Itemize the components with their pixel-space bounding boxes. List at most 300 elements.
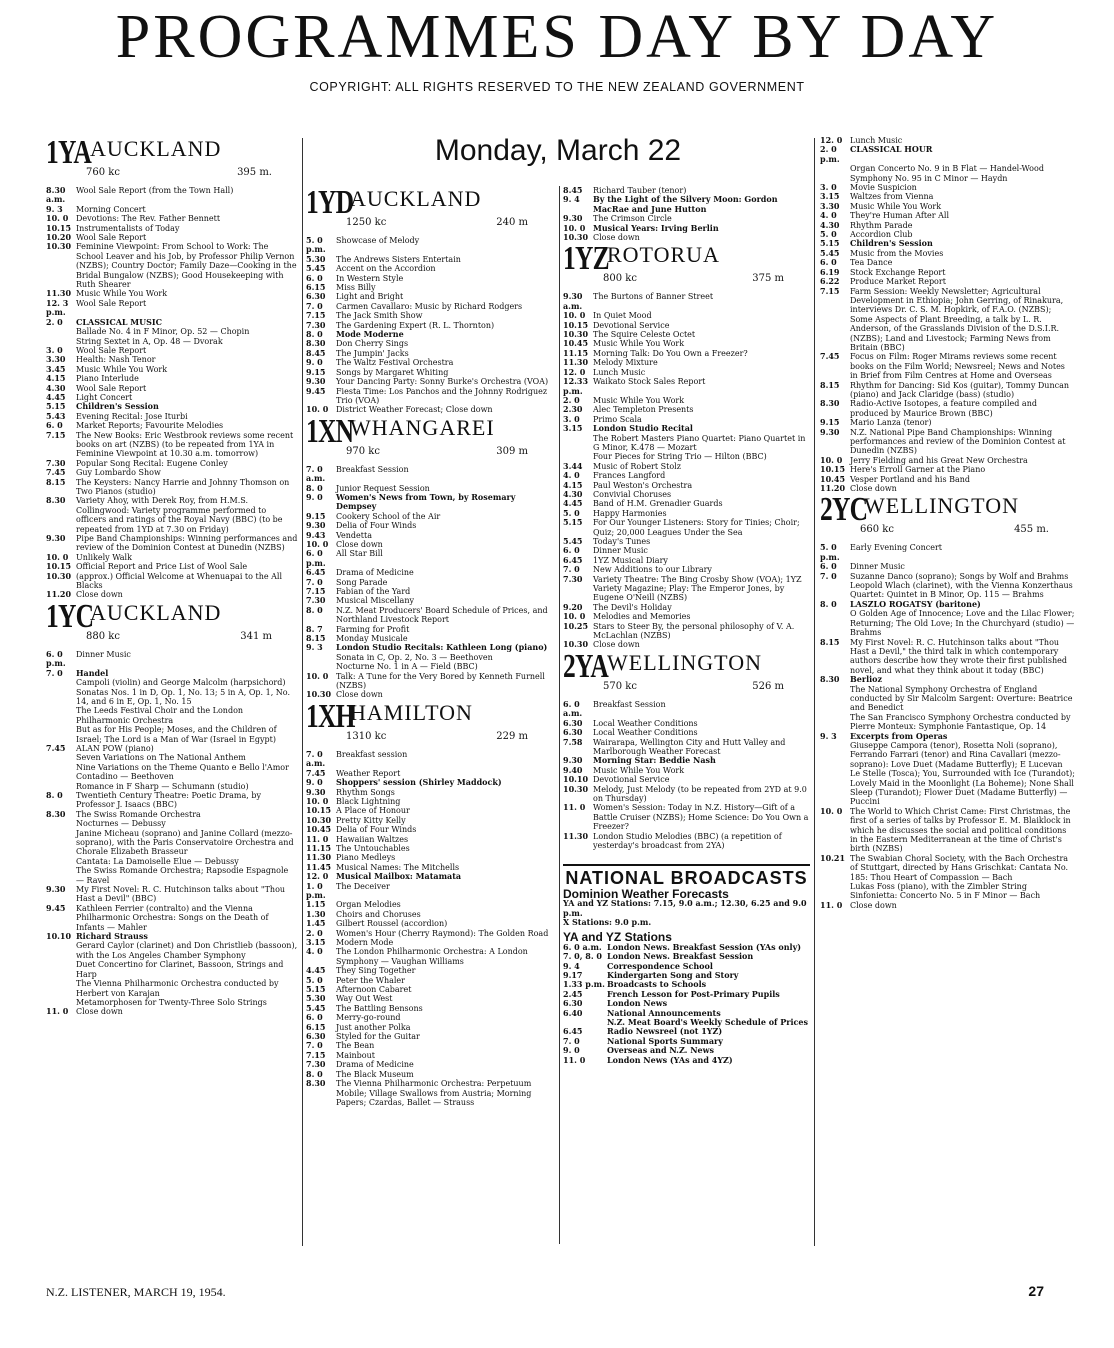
programme-time: 10. 0 xyxy=(306,795,329,806)
programme-row xyxy=(563,612,810,621)
programme-time: 5.45 xyxy=(306,263,326,274)
programme-time: 10.20 xyxy=(46,232,72,243)
programme-time: 8.30 xyxy=(46,808,66,819)
programme-row xyxy=(306,750,554,769)
programme-time: 5.43 xyxy=(46,410,66,421)
station-header xyxy=(563,647,810,700)
programme-row xyxy=(46,374,298,383)
programme-time: 9. 3 xyxy=(46,203,63,214)
programme-time xyxy=(46,857,76,866)
programme-row xyxy=(306,606,554,625)
station-city: WELLINGTON xyxy=(607,649,762,675)
programme-row xyxy=(46,810,298,819)
station-frequency: 570 kc xyxy=(603,680,637,692)
programme-title: Instrumentalists of Today xyxy=(76,223,180,233)
programme-title: The Swiss Romande Orchestra; Rapsodie Espagnole — Ravel xyxy=(76,866,289,885)
station-frequency: 1250 kc xyxy=(346,217,387,228)
programme-title: The Swiss Romande Orchestra xyxy=(76,809,201,819)
ya-yz-stations-heading: YA and YZ Stations xyxy=(563,930,672,945)
programme-row xyxy=(820,268,1075,277)
programme-title: The Vienna Philharmonic Orchestra conducted by Herbert von Karajan xyxy=(76,979,279,998)
national-time: 11. 0 xyxy=(563,1054,586,1065)
programme-row xyxy=(306,1070,554,1079)
copyright-line: COPYRIGHT: ALL RIGHTS RESERVED TO THE NEW ZEALAND GOVERNMENT xyxy=(309,80,805,94)
programme-time: 7. 0 xyxy=(820,570,837,581)
programme-time: 4. 0 xyxy=(306,946,323,957)
programme-title: Music While You Work xyxy=(593,339,685,349)
programme-row xyxy=(306,531,554,540)
weather-forecast-heading: Dominion Weather Forecasts xyxy=(563,886,729,901)
programme-title: Seven Variations on The National Anthem xyxy=(76,753,246,763)
programme-time: 7. 0 xyxy=(306,1040,323,1051)
programme-time: 7.30 xyxy=(306,595,326,606)
programme-time: 3.15 xyxy=(563,423,583,434)
programme-title: London Studio Recitals: Kathleen Long (piano) xyxy=(336,642,548,653)
programme-title: Melodies and Memories xyxy=(593,612,691,622)
programme-time: 7.58 xyxy=(563,736,583,747)
programme-title: Nocturnes — Debussy xyxy=(76,819,166,829)
programme-row xyxy=(820,381,1075,400)
programme-title: Peter the Whaler xyxy=(336,975,405,985)
station-wavelength: 240 m xyxy=(496,217,528,228)
programme-time: 2. 0 xyxy=(46,316,63,327)
station-wavelength: 309 m xyxy=(496,445,528,457)
programme-time: 8.30 a.m. xyxy=(46,185,66,205)
programme-row xyxy=(820,428,1075,456)
programme-title: Campoli (violin) and George Malcolm (harpsichord) xyxy=(76,678,286,688)
programme-title: Rhythm Parade xyxy=(850,220,913,230)
programme-title: In Quiet Mood xyxy=(593,311,652,321)
station-wavelength: 375 m xyxy=(752,273,784,285)
programme-row xyxy=(306,976,554,985)
programme-time: 10. 0 xyxy=(306,670,329,681)
programme-title: Melody, Just Melody (to be repeated from 2YD at 9.0 on Thursday) xyxy=(593,784,807,803)
programme-title: Twentieth Century Theatre: Poetic Drama, by Professor J. Isaacs (BBC) xyxy=(76,790,261,810)
programme-title: Piano Medleys xyxy=(336,853,396,863)
programme-title: Morning Concert xyxy=(76,204,146,214)
programme-row xyxy=(820,456,1075,465)
programme-row xyxy=(820,638,1075,676)
programme-title: Wool Sale Report xyxy=(76,298,147,308)
programme-row xyxy=(306,1023,554,1032)
programme-row xyxy=(306,788,554,797)
programme-row xyxy=(563,575,810,603)
programme-row xyxy=(46,468,298,477)
programme-time: 7.15 xyxy=(306,310,326,321)
programme-row xyxy=(563,832,810,851)
programme-time xyxy=(46,819,76,828)
programme-time: 5.15 xyxy=(306,984,326,995)
programme-row xyxy=(820,675,1075,684)
programme-row xyxy=(46,791,298,810)
programme-title: The San Francisco Symphony Orchestra conducted by Pierre Monteux: Symphonie Fantastique, Op. 14 xyxy=(850,712,1071,732)
programme-row xyxy=(306,568,554,577)
programme-time: 7.15 xyxy=(820,285,840,296)
programme-row xyxy=(306,882,554,901)
programme-row xyxy=(306,919,554,928)
programme-row xyxy=(46,904,298,932)
programme-time: 11.30 xyxy=(563,357,589,368)
programme-time: 10.30 xyxy=(563,639,589,650)
programme-row xyxy=(46,412,298,421)
station-call-sign: 1XH xyxy=(306,697,355,735)
station-city: AUCKLAND xyxy=(90,599,222,625)
station-header xyxy=(306,184,554,236)
programme-time: 6.15 xyxy=(306,1021,326,1032)
programme-time: 5.45 xyxy=(306,1002,326,1013)
programme-row xyxy=(563,292,810,311)
programme-title: 1YZ Musical Diary xyxy=(593,555,668,565)
programme-time: 7.45 xyxy=(820,351,840,362)
station-city: WELLINGTON xyxy=(864,493,1019,519)
programme-title: My First Novel: R. C. Hutchinson talks about "Thou Hast a Devil," the third talk in which contemporary authors describe how they wrote their first published novel, and what they think about it today (BBC) xyxy=(850,637,1067,675)
programme-title: Way Out West xyxy=(336,994,393,1004)
programme-title: Pipe Band Championships: Winning performances and review of the Dominion Contest at Dunedin (NZBS) xyxy=(76,534,298,553)
programme-row xyxy=(563,518,810,537)
programme-title: Giuseppe Campora (tenor), Rosetta Noli (soprano), Ferrando Farrari (tenor) and Rina Cavallari (mezzo-soprano): Love Duet (Madame Butterfly); E Lucevan Le Stelle (Tosca); You, Surrounded with Ice (Turandot); Lovely Maid in the Moonlight (La Boheme); None Shall Sleep (Turandot); Flower Duet (Madame Butterfly) — Puccini xyxy=(850,740,1075,807)
programme-time: 8. 0 xyxy=(306,604,323,615)
programme-time: 7.30 xyxy=(306,319,326,330)
programme-row xyxy=(46,669,298,678)
programme-title: Breakfast Session xyxy=(336,464,409,474)
programme-title: (approx.) Official Welcome at Whenuapai to the All Blacks xyxy=(76,571,283,591)
programme-title: Children's Session xyxy=(850,238,933,249)
station-frequency: 760 kc xyxy=(86,167,120,178)
programme-row xyxy=(306,264,554,273)
programme-time: 9.30 xyxy=(306,520,326,531)
programme-time: 5. 0 p.m. xyxy=(306,235,326,255)
programme-row xyxy=(306,910,554,919)
programme-time: 1.30 xyxy=(306,908,326,919)
programme-time: 6.30 xyxy=(306,291,326,302)
station-city: WHANGAREI xyxy=(350,414,495,440)
programme-title: Vesper Portland and his Band xyxy=(850,474,971,484)
programme-title: A Place of Honour xyxy=(336,806,410,816)
programme-title: Music While You Work xyxy=(76,289,168,299)
programme-time: 6.30 xyxy=(563,727,583,738)
programme-row xyxy=(563,700,810,719)
programme-time: 3.45 xyxy=(46,363,66,374)
programme-row xyxy=(306,1051,554,1060)
programme-row xyxy=(563,462,810,471)
programme-title: Lunch Music xyxy=(593,367,646,377)
programme-title: Mainbout xyxy=(336,1050,375,1060)
national-time: 2.45 xyxy=(563,988,583,999)
programme-title: Waikato Stock Sales Report xyxy=(593,377,706,387)
programme-time: 8.15 xyxy=(306,633,326,644)
column-divider xyxy=(302,138,303,1246)
programme-time: 1.45 xyxy=(306,918,326,929)
programme-title: Wool Sale Report (from the Town Hall) xyxy=(76,186,234,195)
programme-title: Music of Robert Stolz xyxy=(593,461,681,471)
programme-time: 11.15 xyxy=(563,347,589,358)
programme-time: 9.30 xyxy=(46,884,66,895)
programme-title: Sonata in C, Op. 2, No. 3 — Beethoven xyxy=(336,652,493,662)
programme-row xyxy=(46,753,298,762)
programme-time: 2. 0 p.m. xyxy=(820,144,840,164)
programme-time xyxy=(46,688,76,707)
programme-row xyxy=(306,540,554,549)
programme-title: Focus on Film: Roger Mirams reviews some recent books on the Film World; Newsreel; News and Notes in Brief from Film Centres at Home and Overseas xyxy=(850,352,1065,381)
programme-row xyxy=(820,258,1075,267)
programme-title: Close down xyxy=(850,900,897,910)
programme-title: Close down xyxy=(336,539,383,549)
programme-time: 10.30 xyxy=(306,689,332,700)
programme-row xyxy=(306,994,554,1003)
programme-title: Dinner Music xyxy=(593,546,648,556)
national-time: 6.30 xyxy=(563,998,583,1009)
programme-row xyxy=(563,396,810,405)
programme-row xyxy=(306,283,554,292)
programme-time xyxy=(820,609,850,637)
programme-time: 9. 0 xyxy=(306,491,323,502)
programme-row xyxy=(46,857,298,866)
station-wavelength: 395 m. xyxy=(237,167,272,178)
programme-title: Close down xyxy=(593,640,640,650)
programme-row xyxy=(820,174,1075,183)
station-frequency: 880 kc xyxy=(86,630,120,642)
programme-time: 10.10 xyxy=(46,931,72,942)
station-wavelength: 455 m. xyxy=(1014,524,1049,536)
programme-row xyxy=(820,572,1075,581)
programme-title: Accordion Club xyxy=(850,230,913,240)
station-wavelength: 526 m xyxy=(752,680,784,692)
national-time: 9. 0 xyxy=(563,1045,580,1056)
programme-row xyxy=(306,521,554,530)
programme-time: 6.30 xyxy=(306,1031,326,1042)
programme-title: Farming for Profit xyxy=(336,624,410,634)
programme-title: Junior Request Session xyxy=(336,483,430,493)
programme-row xyxy=(306,1032,554,1041)
national-title: London News xyxy=(607,998,668,1009)
programme-title: Unlikely Walk xyxy=(76,552,132,562)
programme-title: Devotional Service xyxy=(593,320,670,330)
programme-row xyxy=(46,299,298,318)
programme-title: Lukas Foss (piano), with the Zimbler String Sinfonietta: Concerto No. 5 in F Minor — Bach xyxy=(850,882,1041,901)
national-title: Radio Newsreel (not 1YZ) xyxy=(607,1026,723,1037)
programme-time: 4.30 xyxy=(46,382,66,393)
programme-row xyxy=(820,249,1075,258)
programme-row xyxy=(46,365,298,374)
programme-time: 6. 0 xyxy=(46,420,63,431)
programme-row xyxy=(306,806,554,815)
programme-row xyxy=(46,650,298,669)
programme-title: Musical Miscellany xyxy=(336,596,414,606)
national-title: Correspondence School xyxy=(607,960,713,971)
programme-time: 12. 0 xyxy=(306,871,329,882)
programme-time: 11.15 xyxy=(306,842,332,853)
programme-title: Mode Moderne xyxy=(336,329,404,340)
programme-time xyxy=(46,706,76,725)
programme-row xyxy=(46,782,298,791)
programme-title: Mario Lanza (tenor) xyxy=(850,418,932,428)
programme-row xyxy=(306,835,554,844)
programme-time: 12. 3 p.m. xyxy=(46,297,69,318)
programme-time: 5. 0 xyxy=(563,507,580,518)
programme-time: 5.45 xyxy=(820,247,840,258)
station-frequency: 970 kc xyxy=(346,445,380,457)
programme-row xyxy=(306,672,554,691)
programme-row xyxy=(306,825,554,834)
programme-time: 8. 0 xyxy=(820,598,837,609)
programme-title: Tea Dance xyxy=(850,258,893,268)
programme-row xyxy=(563,603,810,612)
programme-row xyxy=(46,572,298,591)
programme-row xyxy=(820,475,1075,484)
programme-title: The Crimson Circle xyxy=(593,214,672,224)
programme-title: Merry-go-round xyxy=(336,1013,401,1023)
programme-title: Close down xyxy=(593,233,640,243)
programme-title: Music While You Work xyxy=(76,364,168,374)
national-broadcasts-heading: NATIONAL BROADCASTS xyxy=(563,864,810,883)
programme-row xyxy=(306,358,554,367)
programme-time: 8. 0 xyxy=(306,482,323,493)
date-heading: Monday, March 22 xyxy=(434,134,682,167)
programme-time: 9.30 xyxy=(563,213,583,224)
programme-time: 7. 0 a.m. xyxy=(306,463,326,484)
programme-title: Nine Variations on the Theme Quanto e Bello l'Amor Contadino — Beethoven xyxy=(76,762,289,782)
programme-row xyxy=(306,625,554,634)
programme-title: CLASSICAL MUSIC xyxy=(76,316,163,327)
programme-title: Nocturne No. 1 in A — Field (BBC) xyxy=(336,662,478,672)
programme-time: 8.30 xyxy=(820,398,840,409)
programme-title: The Keysters: Nancy Harrie and Johnny Thomson on Two Pianos (studio) xyxy=(76,477,290,496)
programme-title: The Jumpin' Jacks xyxy=(336,348,409,358)
programme-time: 9. 4 xyxy=(563,194,580,205)
programme-row xyxy=(46,534,298,553)
programme-row xyxy=(306,872,554,881)
programme-title: Dinner Music xyxy=(850,562,905,572)
programme-time xyxy=(46,725,76,744)
programme-row xyxy=(46,384,298,393)
programme-title: Produce Market Report xyxy=(850,277,946,287)
programme-title: The Battling Bensons xyxy=(336,1003,423,1013)
programme-row xyxy=(46,885,298,904)
programme-title: The Gardening Expert (R. L. Thornton) xyxy=(336,320,495,330)
programme-title: Weather Report xyxy=(336,768,401,778)
programme-title: Popular Song Recital: Eugene Conley xyxy=(76,458,228,468)
programme-row xyxy=(46,318,298,327)
programme-title: Wool Sale Report xyxy=(76,233,147,243)
programme-title: Light and Bright xyxy=(336,292,404,302)
programme-title: They Sing Together xyxy=(336,966,416,976)
programme-time: 10.15 xyxy=(820,464,846,475)
programme-time: 6.30 xyxy=(563,717,583,728)
programme-time: 10.30 xyxy=(306,814,332,825)
programme-row xyxy=(820,901,1075,910)
programme-title: Rhythm Songs xyxy=(336,787,395,797)
programme-title: The Andrews Sisters Entertain xyxy=(336,254,461,264)
programme-row xyxy=(820,741,1075,807)
station-header xyxy=(820,491,1075,543)
programme-time: 10. 0 xyxy=(306,404,329,415)
programme-time: 6.45 xyxy=(306,567,326,578)
programme-title: Wool Sale Report xyxy=(76,383,147,393)
programme-time: 10. 0 xyxy=(563,310,586,321)
programme-time: 6.22 xyxy=(820,276,840,287)
programme-time: 4.45 xyxy=(563,498,583,509)
programme-time: 8.45 xyxy=(306,347,326,358)
programme-row xyxy=(820,399,1075,418)
programme-time: 11.20 xyxy=(820,483,846,494)
programme-title: CLASSICAL HOUR xyxy=(850,144,933,155)
programme-row xyxy=(46,941,298,960)
programme-title: The Robert Masters Piano Quartet: Piano Quartet in G Minor, K.478 — Mozart xyxy=(593,433,806,452)
programme-title: Excerpts from Operas xyxy=(850,730,948,741)
programme-row xyxy=(306,339,554,348)
programme-title: Band of H.M. Grenadier Guards xyxy=(593,499,723,509)
programme-time: 11. 0 xyxy=(563,802,586,813)
programme-title: Organ Melodies xyxy=(336,900,401,910)
programme-time: 10.30 xyxy=(563,783,589,794)
programme-row xyxy=(563,766,810,775)
station-header xyxy=(46,134,298,186)
programme-time: 3.15 xyxy=(306,937,326,947)
station-wavelength: 341 m xyxy=(240,630,272,642)
programme-time: 8.30 xyxy=(46,495,66,506)
programme-title: Talk: A Tune for the Very Bored by Kenneth Furnell (NZBS) xyxy=(336,671,545,691)
programme-title: Music While You Work xyxy=(850,201,942,211)
national-time: 6. 0 a.m. xyxy=(563,941,602,952)
programme-title: Romance in F Sharp — Schumann (studio) xyxy=(76,781,249,791)
programme-row xyxy=(46,478,298,497)
programme-title: The Burtons of Banner Street xyxy=(593,292,714,302)
programme-row xyxy=(820,543,1075,562)
programme-title: Today's Tunes xyxy=(593,537,651,546)
programme-row xyxy=(306,1079,554,1107)
programme-row xyxy=(306,985,554,994)
programme-row xyxy=(306,330,554,339)
programme-row xyxy=(563,424,810,433)
programme-time xyxy=(46,960,76,979)
column-divider xyxy=(814,138,815,1246)
programme-title: Early Evening Concert xyxy=(850,543,943,553)
programme-row xyxy=(306,816,554,825)
programme-row xyxy=(820,239,1075,248)
programme-row xyxy=(46,355,298,364)
programme-row xyxy=(306,844,554,853)
programme-row xyxy=(46,553,298,562)
programme-row xyxy=(820,562,1075,571)
programme-time: 5.45 xyxy=(563,536,583,546)
programme-time: 9.30 xyxy=(820,426,840,437)
programme-time: 10.15 xyxy=(563,319,589,330)
programme-row xyxy=(563,556,810,565)
programme-title: Here's Erroll Garner at the Piano xyxy=(850,465,986,475)
programme-title: Melody Mixture xyxy=(593,358,658,368)
programme-time: 11. 0 xyxy=(306,833,329,844)
programme-row xyxy=(306,302,554,311)
programme-time xyxy=(46,327,76,336)
programme-title: Kathleen Ferrier (contralto) and the Vienna Philharmonic Orchestra: Songs on the Death of Infants — Mahler xyxy=(76,903,269,932)
programme-title: Carmen Cavallaro: Music by Richard Rodgers xyxy=(336,301,523,311)
programme-time: 1. 0 p.m. xyxy=(306,880,326,900)
station-header xyxy=(563,240,810,292)
programme-time xyxy=(46,866,76,885)
programme-title: Symphony No. 95 in C Minor — Haydn xyxy=(850,173,1008,183)
programme-row xyxy=(306,1004,554,1013)
programme-row xyxy=(46,327,298,336)
programme-time: 9. 3 xyxy=(306,642,323,653)
programme-time: 11.30 xyxy=(563,830,589,841)
programme-title: Dinner Music xyxy=(76,649,131,659)
programme-time xyxy=(820,685,850,713)
programme-row xyxy=(820,609,1075,637)
programme-title: They're Human After All xyxy=(850,211,950,221)
station-wavelength: 229 m xyxy=(496,730,528,742)
programme-time: 8.15 xyxy=(820,636,840,647)
programme-title: Breakfast Session xyxy=(593,699,666,709)
